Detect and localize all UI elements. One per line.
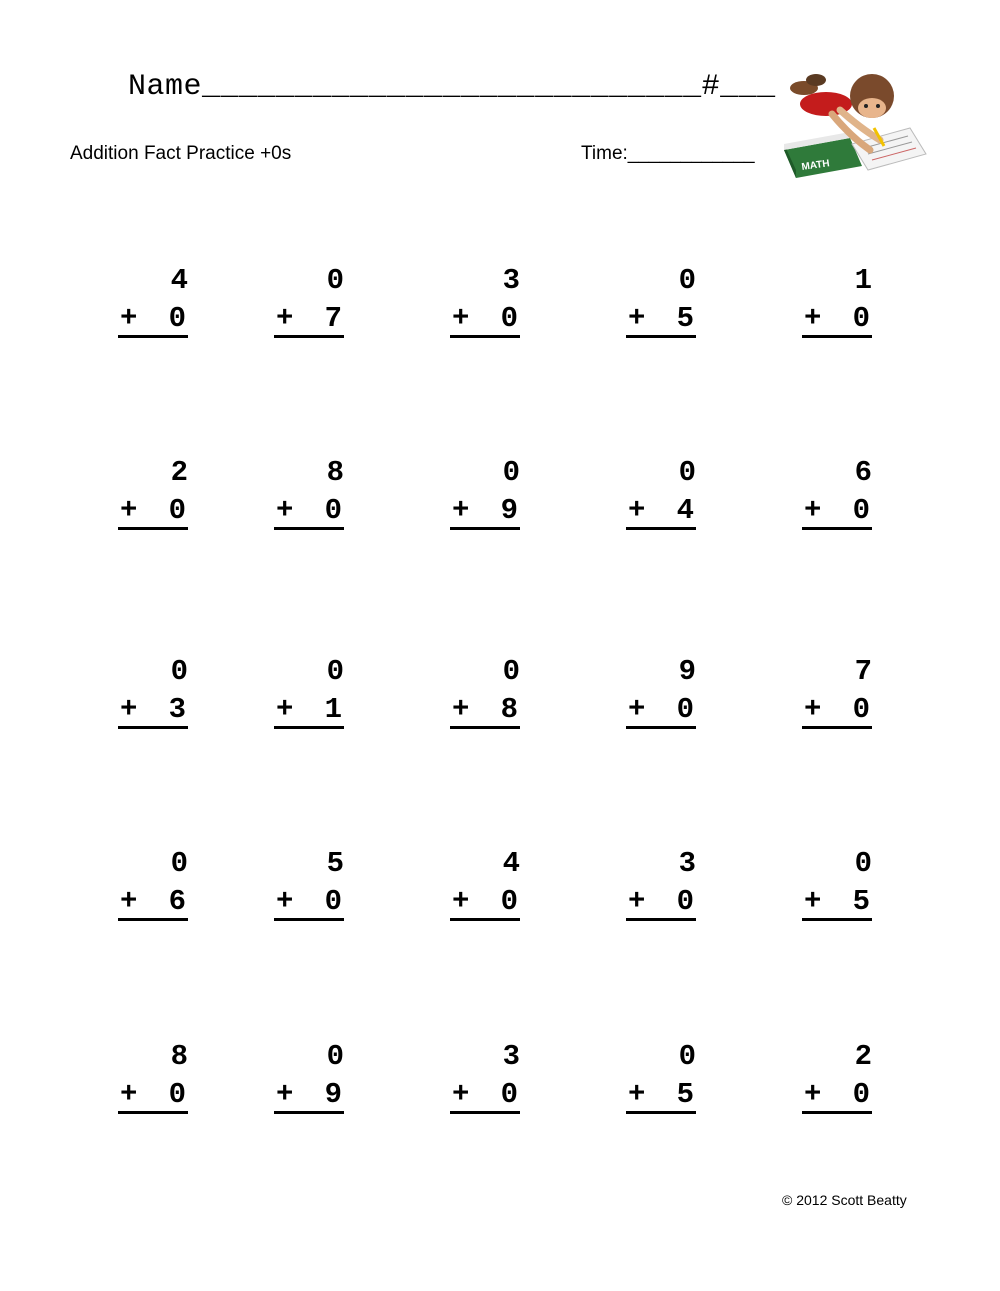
plus-operator: + [804,302,822,335]
addend-bottom-row [626,883,696,921]
time-line: Time:____________ [581,143,755,164]
plus-operator: + [628,494,646,527]
addition-problem [118,1038,188,1114]
addend-top: 0 [502,655,520,688]
addend-bottom-row [802,492,872,530]
addend-top: 3 [502,264,520,297]
addend-top: 1 [854,264,872,297]
plus-operator: + [276,494,294,527]
addend-bottom: 0 [676,885,694,918]
plus-operator: + [804,693,822,726]
addend-top: 0 [678,456,696,489]
addend-bottom-row [118,300,188,338]
addend-bottom-row [626,300,696,338]
addend-top: 3 [502,1040,520,1073]
addend-bottom: 0 [324,885,342,918]
addend-bottom: 9 [324,1078,342,1111]
addend-bottom: 7 [324,302,342,335]
addend-top: 0 [678,1040,696,1073]
addend-bottom: 0 [324,494,342,527]
addition-problem [802,653,872,729]
addition-problem [274,454,344,530]
addend-bottom: 0 [168,494,186,527]
name-line: Name___________________________#___ [128,70,776,104]
plus-operator: + [452,885,470,918]
plus-operator: + [120,302,138,335]
addend-top: 4 [170,264,188,297]
addend-bottom: 4 [676,494,694,527]
plus-operator: + [452,494,470,527]
addend-bottom-row [274,691,344,729]
addend-top: 5 [326,847,344,880]
addend-top: 0 [326,1040,344,1073]
plus-operator: + [276,885,294,918]
plus-operator: + [452,1078,470,1111]
book-label: MATH [800,158,831,173]
addition-problem [274,1038,344,1114]
addend-bottom: 0 [500,1078,518,1111]
addend-bottom-row [274,492,344,530]
addition-problem [450,262,520,338]
addend-bottom-row [450,492,520,530]
addition-problem [450,845,520,921]
addend-top: 0 [326,655,344,688]
addend-bottom-row [450,883,520,921]
addend-bottom-row [118,691,188,729]
addition-problem [118,454,188,530]
addend-bottom-row [626,492,696,530]
addition-problem [450,454,520,530]
plus-operator: + [120,885,138,918]
addition-problem [802,454,872,530]
addition-problem [626,262,696,338]
copyright-footer: © 2012 Scott Beatty [782,1192,907,1208]
addend-bottom: 5 [676,302,694,335]
addition-problem [802,262,872,338]
plus-operator: + [120,494,138,527]
addend-top: 0 [170,655,188,688]
plus-operator: + [628,302,646,335]
addend-top: 4 [502,847,520,880]
addend-bottom-row [802,883,872,921]
addend-bottom: 0 [168,302,186,335]
addend-top: 2 [854,1040,872,1073]
addition-problem [802,845,872,921]
plus-operator: + [452,302,470,335]
plus-operator: + [804,1078,822,1111]
addition-problem [802,1038,872,1114]
addend-bottom-row [118,883,188,921]
addend-top: 3 [678,847,696,880]
addend-bottom: 0 [168,1078,186,1111]
plus-operator: + [120,693,138,726]
plus-operator: + [628,1078,646,1111]
addend-bottom-row [450,300,520,338]
addition-problem [118,653,188,729]
worksheet-subtitle: Addition Fact Practice +0s [70,143,292,164]
addend-top: 7 [854,655,872,688]
addend-bottom-row [450,1076,520,1114]
addend-top: 9 [678,655,696,688]
addend-bottom-row [802,691,872,729]
addend-top: 6 [854,456,872,489]
addend-top: 2 [170,456,188,489]
addend-top: 8 [326,456,344,489]
plus-operator: + [120,1078,138,1111]
addition-problem [118,845,188,921]
addend-bottom: 6 [168,885,186,918]
addend-bottom: 3 [168,693,186,726]
addend-bottom: 8 [500,693,518,726]
addition-problem [626,653,696,729]
addend-bottom-row [118,492,188,530]
addend-top: 8 [170,1040,188,1073]
plus-operator: + [452,693,470,726]
plus-operator: + [804,885,822,918]
addend-bottom-row [274,300,344,338]
addend-top: 0 [170,847,188,880]
plus-operator: + [628,885,646,918]
addend-top: 0 [502,456,520,489]
addend-top: 0 [854,847,872,880]
student-clipart-icon [780,58,930,180]
plus-operator: + [276,1078,294,1111]
addend-bottom: 0 [852,1078,870,1111]
addend-bottom: 0 [500,302,518,335]
addend-bottom: 0 [676,693,694,726]
addend-bottom: 9 [500,494,518,527]
addend-top: 0 [326,264,344,297]
addend-bottom: 1 [324,693,342,726]
addend-bottom: 5 [676,1078,694,1111]
addend-bottom-row [274,883,344,921]
addend-bottom-row [274,1076,344,1114]
addend-bottom-row [626,691,696,729]
addition-problem [274,653,344,729]
addition-problem [274,845,344,921]
addend-top: 0 [678,264,696,297]
addend-bottom: 0 [852,494,870,527]
addend-bottom: 0 [500,885,518,918]
plus-operator: + [628,693,646,726]
plus-operator: + [276,693,294,726]
addition-problem [626,1038,696,1114]
addend-bottom: 5 [852,885,870,918]
addition-problem [274,262,344,338]
addend-bottom-row [802,300,872,338]
addend-bottom-row [450,691,520,729]
addition-problem [450,1038,520,1114]
addend-bottom: 0 [852,693,870,726]
addition-problem [118,262,188,338]
addition-problem [626,454,696,530]
addend-bottom-row [802,1076,872,1114]
addend-bottom-row [626,1076,696,1114]
addend-bottom: 0 [852,302,870,335]
addition-problem [450,653,520,729]
addend-bottom-row [118,1076,188,1114]
plus-operator: + [804,494,822,527]
addition-problem [626,845,696,921]
plus-operator: + [276,302,294,335]
